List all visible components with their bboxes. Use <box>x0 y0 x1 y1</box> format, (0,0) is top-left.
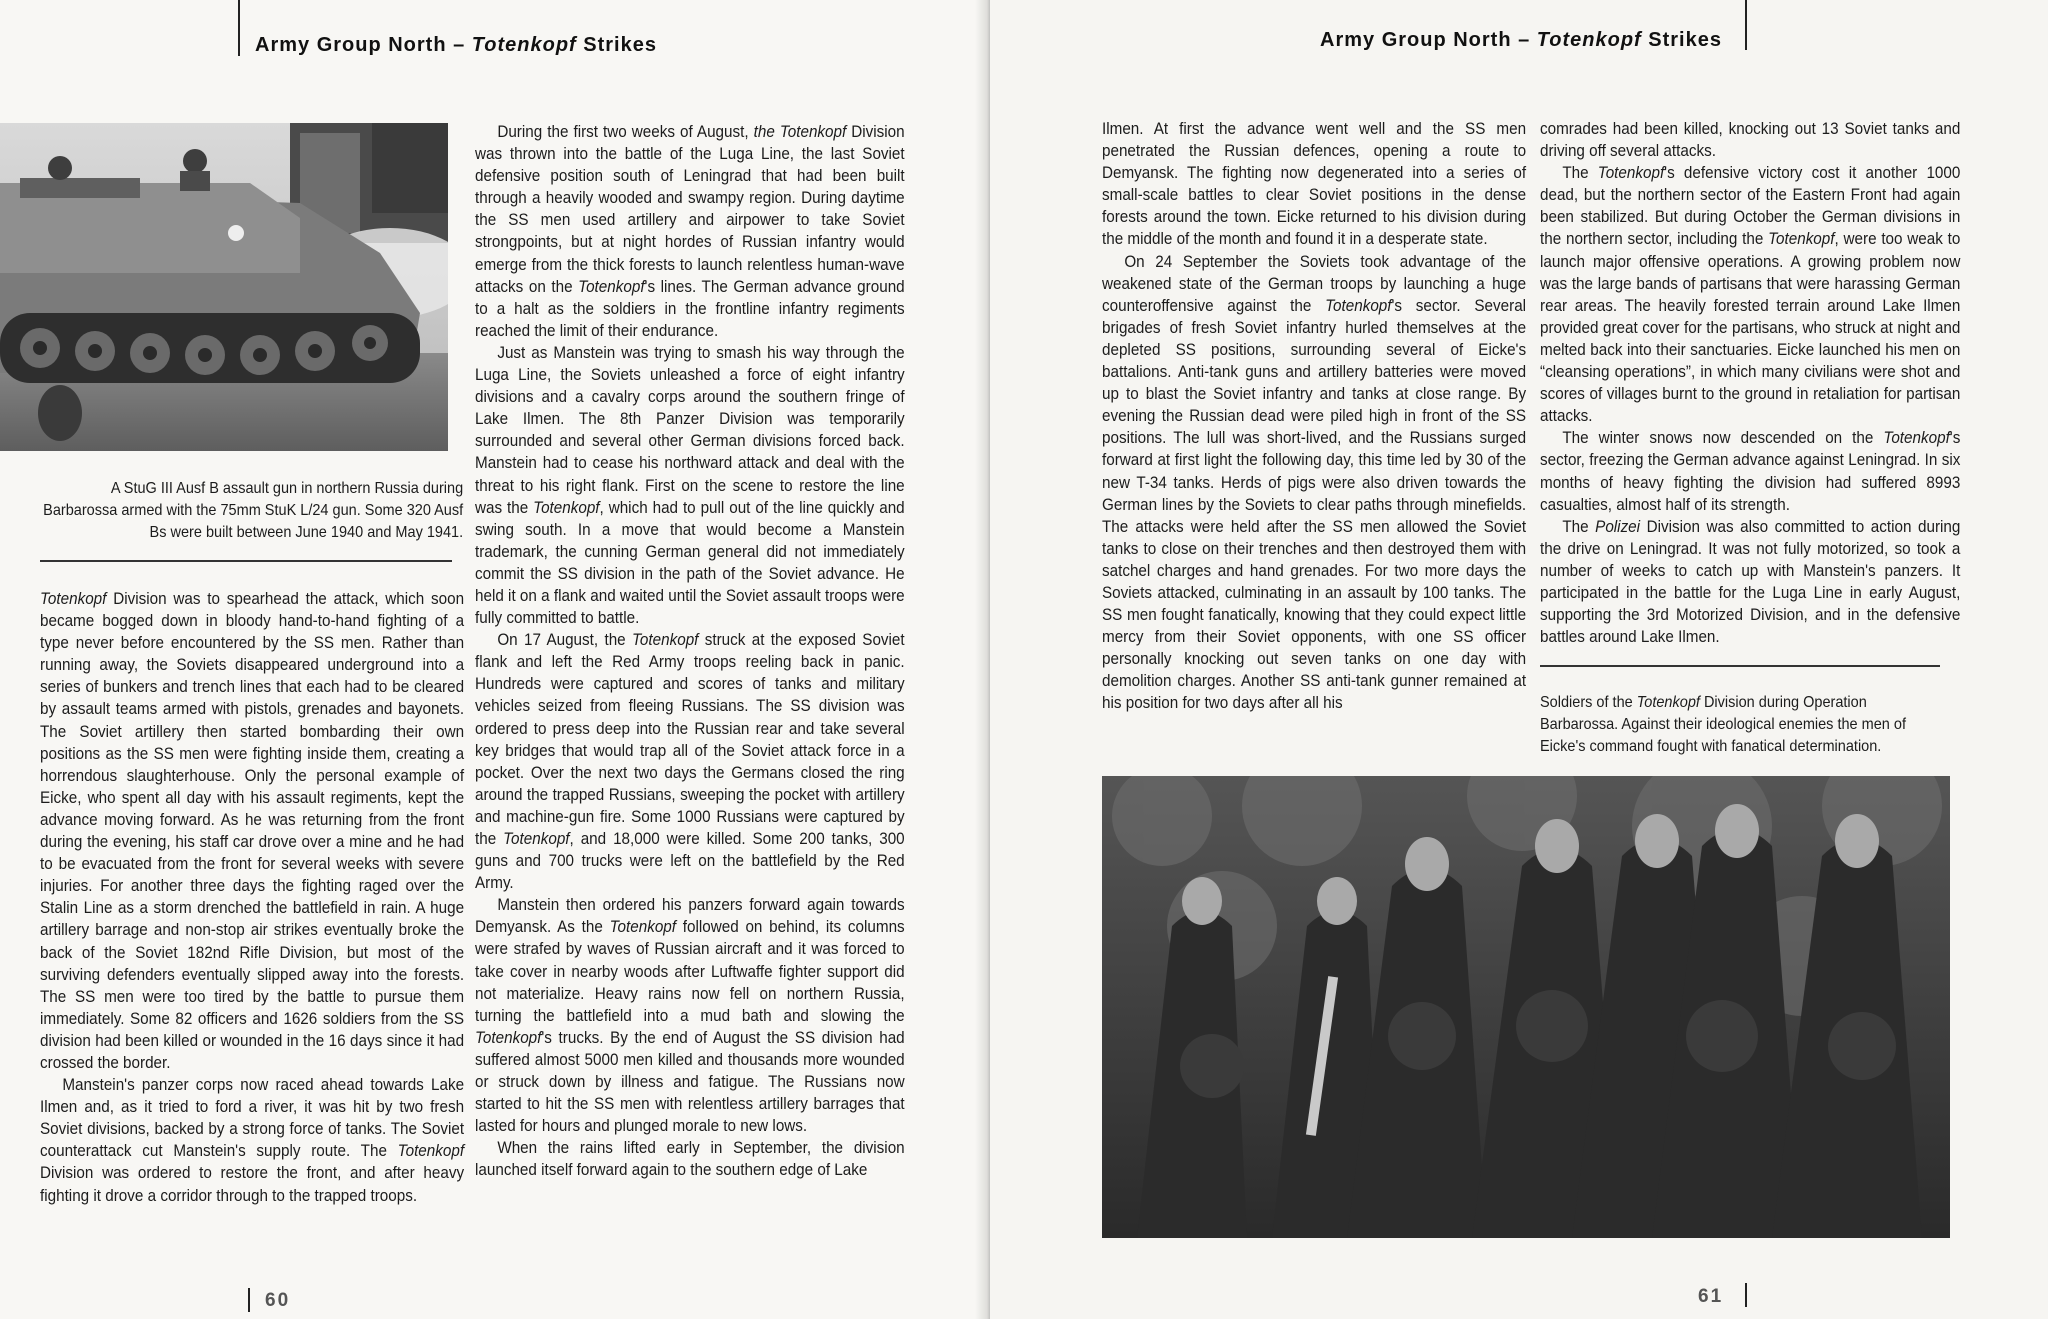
paragraph: Ilmen. At first the advance went well and the SS men penetrated the Russian defences, opening a route to Demyansk. The fighting now degenerated into a series of small-scale battles to clear Soviet positions in the dense forests around the town. Eicke returned to his division during the middle of the month and found it in a desperate state. <box>1102 120 1527 249</box>
paragraph: When the rains lifted early in September, the division launched itself forward again to the southern edge of Lake <box>475 1139 905 1180</box>
soldiers-group-image <box>1102 776 1950 1238</box>
folio-rule-right <box>1745 1283 1747 1307</box>
paragraph: Totenkopf Division was to spearhead the attack, which soon became bogged down in bloody hand-to-hand fighting of a type never before encountered by the SS men. Rather than running away, the Soviets disappeared underground into a series of bunkers and trench lines that each had to be cleared by assault teams armed with pistols, grenades and bayonets. The Soviet artillery then started bombarding their own positions as the SS men were fighting inside them, creating a horrendous slaughterhouse. Only the personal example of Eicke, who spent all day with his assault regiments, kept the advance moving forward. As he was returning from the front during the evening, his staff car drove over a mine and he had to be evacuated from the front for several weeks with severe injuries. For another three days the fighting raged over the Stalin Line as a storm drenched the battlefield in rain. A huge artillery barrage and non-stop air strikes eventually broke the back of the Soviet 182nd Rifle Division, but most of the surviving defenders eventually slipped away into the forests. The SS men were too tired by the battle to pursue them immediately. Some 82 officers and 1626 soldiers from the SS division had been killed or wounded in the 16 days since it had crossed the border. <box>40 590 465 1072</box>
paragraph: During the first two weeks of August, the Totenkopf Division was thrown into the battle of the Luga Line, the last Soviet defensive position south of Leningrad that had been built through a heavily wooded and swampy region. During daytime the SS men used artillery and airpower to take Soviet strongpoints, but at night hordes of Russian infantry would emerge from the thick forests to launch relentless human-wave attacks on the Totenkopf's lines. The German advance ground to a halt as the soldiers in the frontline infantry regiments reached the limit of their endurance. <box>475 123 905 340</box>
header-rule-left <box>238 0 240 56</box>
paragraph: The winter snows now descended on the Totenkopf's sector, freezing the German advance against Leningrad. In six months of heavy fighting the division had suffered 8993 casualties, almost half of its strength. <box>1540 429 1961 514</box>
paragraph: The Polizei Division was also committed to action during the drive on Leningrad. It was not fully motorized, so took a number of weeks to catch up with Manstein's panzers. It participated in the battle for the Luga Line in early August, supporting the 3rd Motorized Division, and in the defensive battles around Lake Ilmen. <box>1540 517 1961 647</box>
paragraph: The Totenkopf's defensive victory cost it another 1000 dead, but the northern sector of the Eastern Front had again been stabilized. But during October the German divisions in the northern sector, including the Totenkopf, were too weak to launch major offensive operations. A growing problem now was the large bands of partisans that were harassing German rear areas. The heavily forested terrain around Lake Ilmen provided great cover for the partisans, who struck at night and melted back into their sanctuaries. Eicke launched his men on “cleansing operations”, in which many civilians were shot and scores of villages burnt to the ground in retaliation for partisan attacks. <box>1540 164 1961 426</box>
left-column-1 <box>40 588 464 1207</box>
soldiers-photo <box>1102 776 1950 1238</box>
caption-rule-left <box>40 560 452 562</box>
right-column-1 <box>1102 118 1526 715</box>
assault-gun-image <box>0 123 448 451</box>
stug-photo <box>0 123 448 451</box>
paragraph: Manstein then ordered his panzers forward again towards Demyansk. As the Totenkopf followed on behind, its columns were strafed by waves of Russian aircraft and it was forced to take cover in nearby woods after Luftwaffe fighter support did not materialize. Heavy rains now fell on northern Russia, turning the battlefield into a mud bath and slowing the Totenkopf's trucks. By the end of August the SS division had suffered almost 5000 men killed and thousands more wounded or struck down by illness and fatigue. The Russians now started to hit the SS men with relentless artillery barrages that lasted for hours and plunged morale to new lows. <box>475 896 905 1136</box>
paragraph: Just as Manstein was trying to smash his way through the Luga Line, the Soviets unleashed a force of eight infantry divisions and a cavalry corps around the southern fringe of Lake Ilmen. The 8th Panzer Division was temporarily surrounded and several other German divisions forced back. Manstein had to cease his northward attack and deal with the threat to his right flank. First on the scene to restore the line was the Totenkopf, which had to pull out of the line quickly and swing south. In a move that would become a Manstein trademark, the cunning German general did not immediately commit the SS division in the path of the Soviet advance. He held it on a flank and waited until the Soviet assault troops were fully committed to battle. <box>475 343 905 628</box>
running-head-left: Army Group North – Totenkopf Strikes <box>255 34 657 56</box>
running-head-right: Army Group North – Totenkopf Strikes <box>1320 29 1722 51</box>
page-number-right: 61 <box>1698 1286 1724 1307</box>
header-rule-right <box>1745 0 1747 50</box>
caption-rule-right <box>1540 665 1940 667</box>
paragraph: comrades had been killed, knocking out 13 Soviet tanks and driving off several attacks. <box>1540 120 1961 161</box>
folio-rule-left <box>248 1288 250 1312</box>
stug-caption: A StuG III Ausf B assault gun in northern Russia during Barbarossa armed with the 75mm StuK L/24 gun. Some 320 Ausf Bs were built between June 1940 and May 1941. <box>43 480 464 541</box>
page-number-left: 60 <box>265 1290 291 1311</box>
soldiers-caption: Soldiers of the Totenkopf Division during Operation Barbarossa. Against their ideological enemies the men of Eicke's command fought with fanatical determination. <box>1540 694 1906 755</box>
left-page <box>0 0 990 1319</box>
right-page <box>990 0 2048 1319</box>
paragraph: Manstein's panzer corps now raced ahead towards Lake Ilmen and, as it tried to ford a river, it was hit by two fresh Soviet divisions, backed by a strong force of tanks. The Soviet counterattack cut Manstein's supply route. The Totenkopf Division was ordered to restore the front, and after heavy fighting it drove a corridor through to the trapped troops. <box>40 1076 465 1205</box>
left-column-2 <box>475 121 905 1182</box>
right-column-2 <box>1540 118 1960 648</box>
paragraph: On 17 August, the Totenkopf struck at the exposed Soviet flank and left the Red Army troops reeling back in panic. Hundreds were captured and scores of tanks and military vehicles seized from fleeing Russians. The SS division was ordered to press deep into the Russian rear and take several key bridges that would trap all of the Soviet attack force in a pocket. Over the next two days the Germans closed the ring around the trapped Russians, sweeping the pocket with artillery and machine-gun fire. Some 1000 Russians were captured by the Totenkopf, and 18,000 were killed. Some 200 tanks, 300 guns and 700 trucks were left on the battlefield by the Red Army. <box>475 631 905 893</box>
paragraph: On 24 September the Soviets took advantage of the weakened state of the German troops by launching a huge counteroffensive against the Totenkopf's sector. Several brigades of fresh Soviet infantry hurled themselves at the depleted SS positions, surrounding several of Eicke's battalions. Anti-tank guns and artillery batteries were moved up to blast the Soviet infantry and tanks at close range. By evening the Russian dead were piled high in front of the SS positions. The lull was short-lived, and the Russians surged forward at first light the following day, this time led by 30 of the new T-34 tanks. Herds of pigs were also driven towards the German lines by the Soviets to clear paths through minefields. The attacks were held after the SS men allowed the Soviet tanks to close on their trenches and then destroyed them with satchel charges and hand grenades. For two more days the Soviets attacked, culminating in an assault by 100 tanks. The SS men fought fanatically, knowing that they could expect little mercy from their Soviet opponents, with one SS officer personally knocking out seven tanks on one day with demolition charges. Another SS anti-tank gunner remained at his position for two days after all his <box>1102 252 1527 713</box>
